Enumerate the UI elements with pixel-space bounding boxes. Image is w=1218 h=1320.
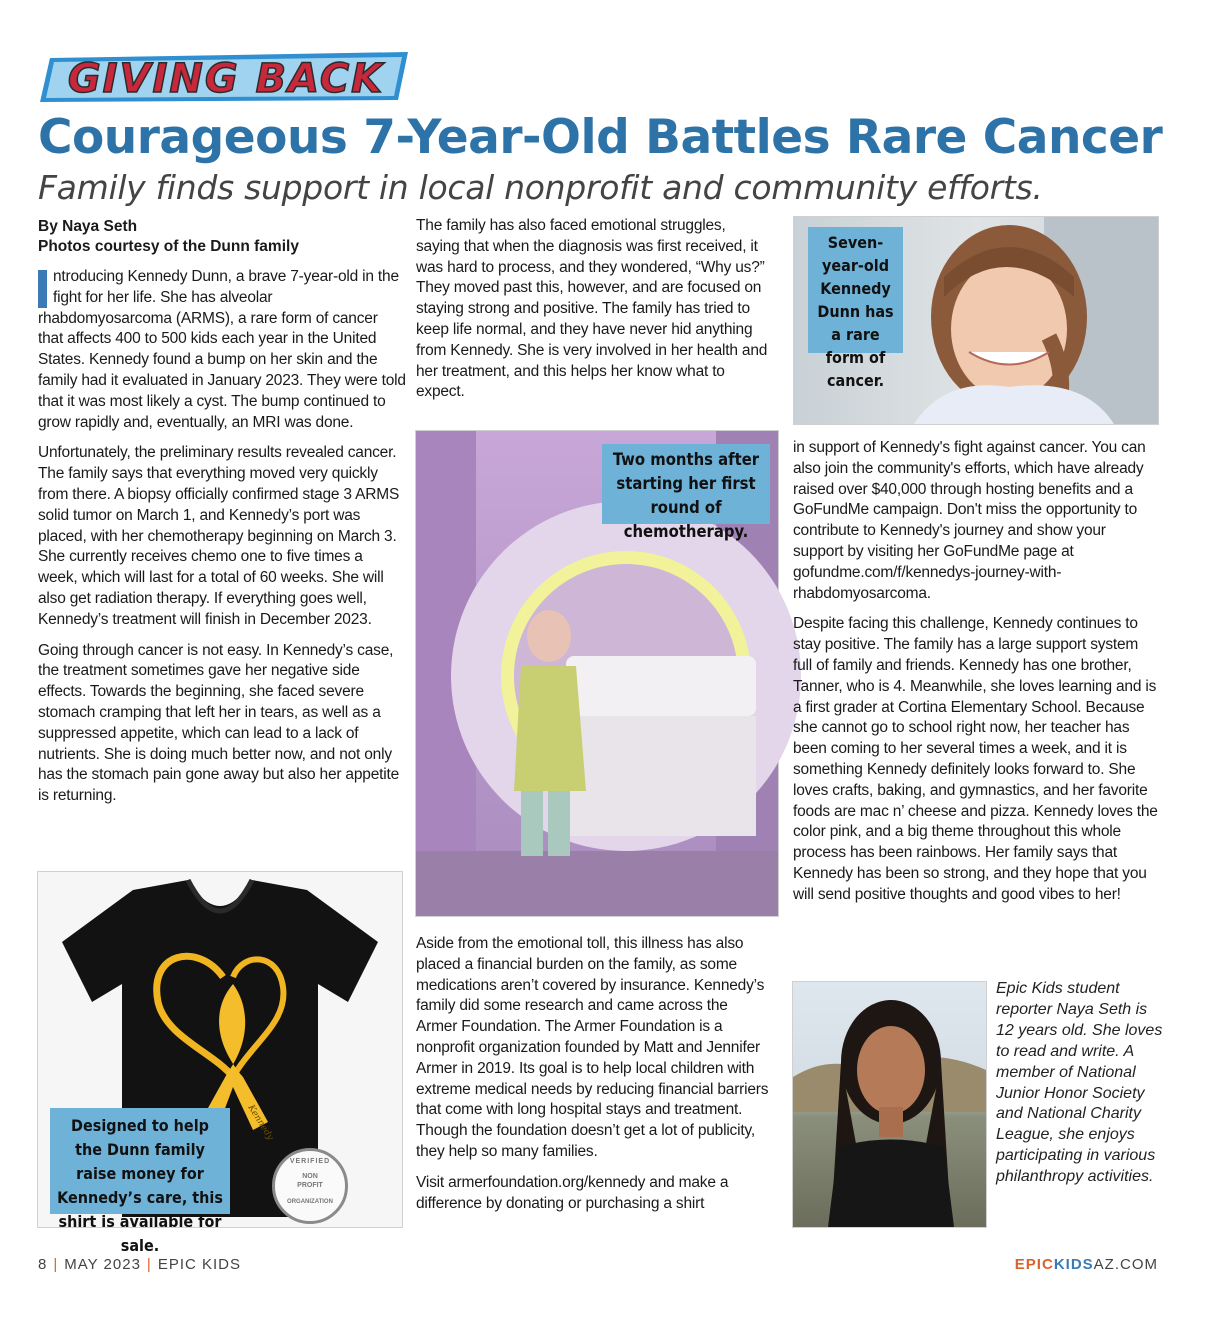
mri-photo xyxy=(416,431,778,916)
byline xyxy=(38,217,408,257)
subheadline: Family finds support in local nonprofit and community efforts. xyxy=(38,168,1043,207)
portrait-photo xyxy=(794,217,1158,424)
paragraph: Unfortunately, the preliminary results revealed cancer. The family says that everything moved very quickly from there. A biopsy officially confirmed stage 3 ARMS solid tumor on March 1, and Kennedy’s port was placed, with her chemotherapy beginning on March 3. She currently receives chemo one to five times a week, which will last for a total of 60 weeks. She will also get radiation therapy. If everything goes well, Kennedy’s treatment will finish in December 2023. xyxy=(38,444,400,628)
footer-folio: 8 | MAY 2023 | EPIC KIDS xyxy=(38,1256,242,1273)
kicker-text: GIVING BACK xyxy=(67,56,385,102)
paragraph: Going through cancer is not easy. In Kennedy’s case, the treatment sometimes gave her negative side effects. Towards the beginning, she faced severe stomach cramping that left her in tears, as well as a suppressed appetite, which can lead to a lack of nutrients. She is doing much better now, and not only has the stomach pain gone away but also her appetite is returning. xyxy=(38,641,399,805)
article-column-1 xyxy=(38,267,406,817)
headline: Courageous 7-Year-Old Battles Rare Cancer xyxy=(38,110,1163,165)
badge-line2: PROFIT xyxy=(297,1182,323,1189)
site-domain: AZ.COM xyxy=(1093,1256,1158,1273)
paragraph: in support of Kennedy's fight against cancer. You can also join the community's efforts, which have already raised over $40,000 through hosting benefits and a GoFundMe campaign. Don't miss the opportunity to contribute to Kennedy's journey and show your support by visiting her GoFundMe page at gofundme.com/f/kennedys-journey-with-rhabdomyosarcoma. xyxy=(793,439,1146,602)
footer-website xyxy=(1015,1256,1158,1273)
site-kids: KIDS xyxy=(1053,1256,1094,1273)
kicker-banner-graphic xyxy=(40,50,410,104)
paragraph: ntroducing Kennedy Dunn, a brave 7-year-old in the fight for her life. She has alveolar rhabdomyosarcoma (ARMS), a rare form of cancer that affects 400 to 500 kids each year in the United States. Kennedy found a bump on her skin and the family had it evaluated in January 2023. They were told that it was most likely a cyst. The bump continued to grow rapidly and, eventually, an MRI was done. xyxy=(38,268,406,431)
article-column-3 xyxy=(793,438,1159,916)
article-column-2-top xyxy=(416,216,768,413)
section-kicker xyxy=(40,50,410,104)
badge-line1: NON xyxy=(302,1173,318,1180)
paragraph: Aside from the emotional toll, this illness has also placed a financial burden on the family, as some medications aren’t covered by insurance. Kennedy’s family did some research and came across the Armer Foundation. The Armer Foundation is a nonprofit organization founded by Matt and Jennifer Armer in 2019. Its goal is to help local children with extreme medical needs by reducing financial barriers that come with long hospital stays and treatment. Though the foundation doesn’t get a lot of publicity, they help so many families. xyxy=(416,935,769,1160)
reporter-photo xyxy=(793,982,986,1227)
article-column-2-bottom xyxy=(416,934,770,1224)
caption-portrait: Seven-year-old Kennedy Dunn has a rare form of cancer. xyxy=(808,227,903,353)
nonprofit-badge xyxy=(272,1148,348,1224)
tshirt-photo xyxy=(38,872,402,1255)
magazine-name: EPIC KIDS xyxy=(157,1256,242,1273)
page-number: 8 xyxy=(38,1256,48,1273)
site-epic: EPIC xyxy=(1014,1256,1054,1273)
reporter-bio: Epic Kids student reporter Naya Seth is 12 years old. She loves to read and write. A member of National Junior Honor Society and National Charity League, she enjoys participating in various philanthropy activities. xyxy=(996,980,1163,1186)
caption-shirt: Designed to help the Dunn family raise money for Kennedy’s care, this shirt is available for sale. xyxy=(50,1108,230,1214)
photo-credit: Photos courtesy of the Dunn family xyxy=(38,238,299,255)
paragraph: Despite facing this challenge, Kennedy continues to stay positive. The family has a large support system full of family and friends. Kennedy has one brother, Tanner, who is 4. Meanwhile, she loves learning and is a first grader at Cortina Elementary School. Because she cannot go to school right now, her teacher has been coming to her several times a week, and it is something Kennedy definitely looks forward to. She loves crafts, baking, and gymnastics, and her favorite foods are mac n’ cheese and pizza. Kennedy loves the color pink, and a big theme throughout this whole process has been rainbows. Her family says that Kennedy has been so strong, and they hope that you will send positive thoughts and good vibes to her! xyxy=(793,615,1158,903)
paragraph: Visit armerfoundation.org/kennedy and make a difference by donating or purchasing a shirt xyxy=(416,1173,729,1212)
badge-top: VERIFIED xyxy=(289,1158,331,1165)
issue-date: MAY 2023 xyxy=(64,1256,141,1273)
paragraph: The family has also faced emotional struggles, saying that when the diagnosis was first received, it was hard to process, and they wondered, “Why us?” They moved past this, however, and are focused on staying strong and positive. The family has tried to keep life normal, and they have never hid anything from Kennedy. She is very involved in her health and her treatment, and this helps her know what to expect. xyxy=(416,217,768,401)
drop-cap xyxy=(38,270,47,308)
caption-mri: Two months after starting her first round of chemotherapy. xyxy=(602,444,770,524)
author-credit: By Naya Seth xyxy=(38,218,138,235)
badge-bottom: ORGANIZATION xyxy=(287,1199,333,1205)
reporter-illustration xyxy=(793,982,986,1227)
ribbon-text: Kennedy xyxy=(245,1103,275,1143)
